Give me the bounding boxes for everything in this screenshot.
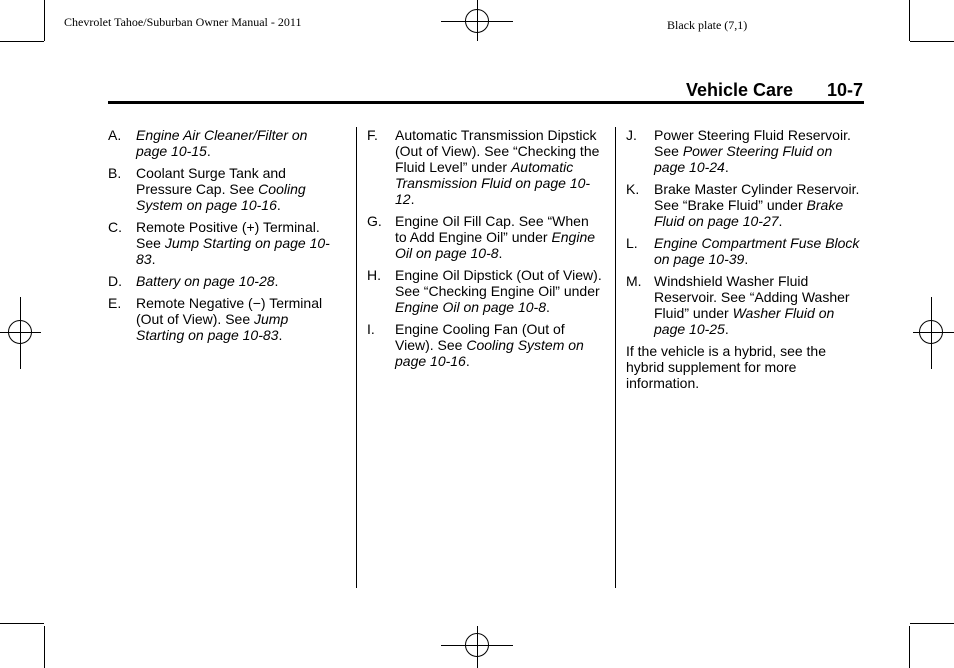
list-item [367, 321, 603, 369]
item-text [654, 181, 864, 229]
list-item [108, 219, 340, 267]
item-letter: K. [626, 181, 640, 197]
item-text-run: . [465, 353, 470, 369]
cross-reference: Jump Starting on page 10-83 [136, 311, 289, 343]
crop-mark [44, 0, 45, 41]
cross-reference: Brake Fluid on page 10-27 [654, 197, 844, 229]
item-text-run: . [274, 273, 279, 289]
cross-reference: Engine Compartment Fuse Block on page 10-39 [654, 235, 860, 267]
crop-mark [909, 0, 910, 41]
item-text-run: Engine Cooling Fan (Out of View). See [395, 321, 565, 353]
item-letter: G. [367, 213, 382, 229]
list-item [626, 235, 864, 267]
item-text-run: . [546, 299, 550, 315]
column-divider [615, 127, 616, 588]
crop-mark [910, 41, 954, 42]
cross-reference: Engine Oil on page 10-8 [395, 299, 546, 315]
item-letter: D. [108, 273, 122, 289]
item-text-run: Power Steering Fluid Reservoir. See [654, 127, 851, 159]
item-text-run: . [724, 321, 729, 337]
item-text [136, 219, 340, 267]
item-text-run: Brake Master Cylinder Reservoir. See “Brake Fluid” under [654, 181, 860, 213]
crop-mark [909, 626, 910, 668]
item-text-run: . [276, 197, 281, 213]
item-text-run: Automatic Transmission Dipstick (Out of View). See “Checking the Fluid Level” under [395, 127, 600, 175]
item-letter: B. [108, 165, 122, 181]
item-text-run: Remote Positive (+) Terminal. See [136, 219, 320, 251]
item-text-run: . [278, 327, 283, 343]
item-text [136, 295, 340, 343]
crop-mark [910, 623, 954, 624]
item-text [395, 127, 603, 207]
cross-reference: Washer Fluid on page 10-25 [654, 305, 835, 337]
list-item [626, 273, 864, 337]
item-text-run: Coolant Surge Tank and Pressure Cap. See [136, 165, 286, 197]
item-text-run: . [410, 191, 415, 207]
cross-reference: Cooling System on page 10-16 [395, 337, 584, 369]
list-item [367, 127, 603, 207]
list-item [367, 213, 603, 261]
item-text [654, 235, 864, 267]
list-item [367, 267, 603, 315]
item-text [395, 213, 603, 261]
item-text-run: . [724, 159, 729, 175]
item-text [395, 267, 603, 315]
column-divider [356, 127, 357, 588]
item-text [136, 165, 340, 213]
cross-reference: Engine Air Cleaner/Filter on page 10-15 [136, 127, 308, 159]
column-1 [108, 127, 340, 349]
list-item [108, 295, 340, 343]
item-text-run: Engine Oil Fill Cap. See “When to Add Engine Oil” under [395, 213, 589, 245]
item-letter: H. [367, 267, 381, 283]
item-letter: A. [108, 127, 122, 143]
item-letter: L. [626, 235, 638, 251]
item-text-run: Remote Negative (−) Terminal (Out of View). See [136, 295, 323, 327]
item-text [654, 127, 864, 175]
item-letter: F. [367, 127, 378, 143]
cross-reference: Power Steering Fluid on page 10-24 [654, 143, 833, 175]
list-item [108, 165, 340, 213]
list-item [108, 273, 340, 289]
cross-reference: Automatic Transmission Fluid on page 10-12 [395, 159, 591, 207]
column-2 [367, 127, 603, 375]
cross-reference: Battery on page 10-28 [136, 273, 275, 289]
header-rule [108, 101, 864, 104]
item-text-run: . [151, 251, 156, 267]
page-number: 10-7 [827, 80, 864, 100]
item-letter: J. [626, 127, 637, 143]
item-text-run: . [778, 213, 783, 229]
item-text [395, 321, 603, 369]
cross-reference: Jump Starting on page 10-83 [136, 235, 330, 267]
plate-label: Black plate (7,1) [667, 18, 748, 32]
item-text-run: . [744, 251, 749, 267]
crop-mark [0, 41, 44, 42]
section-title: Vehicle Care [686, 80, 794, 100]
item-text [136, 273, 340, 289]
hybrid-note: If the vehicle is a hybrid, see the hybrid supplement for more information. [626, 343, 826, 391]
list-item [626, 127, 864, 175]
item-text-run: Windshield Washer Fluid Reservoir. See “Adding Washer Fluid” under [654, 273, 850, 321]
item-letter: C. [108, 219, 122, 235]
item-text-run: . [498, 245, 503, 261]
item-text-run: . [206, 143, 211, 159]
item-letter: E. [108, 295, 122, 311]
item-letter: M. [626, 273, 642, 289]
item-text [136, 127, 340, 159]
cross-reference: Cooling System on page 10-16 [136, 181, 306, 213]
list-item [108, 127, 340, 159]
column-3 [626, 127, 864, 391]
crop-mark [0, 623, 44, 624]
list-item [626, 181, 864, 229]
cross-reference: Engine Oil on page 10-8 [395, 229, 596, 261]
crop-mark [44, 626, 45, 668]
item-text [654, 273, 864, 337]
item-text-run: Engine Oil Dipstick (Out of View). See “Checking Engine Oil” under [395, 267, 602, 299]
item-letter: I. [367, 321, 375, 337]
manual-title: Chevrolet Tahoe/Suburban Owner Manual - 2011 [64, 15, 302, 29]
